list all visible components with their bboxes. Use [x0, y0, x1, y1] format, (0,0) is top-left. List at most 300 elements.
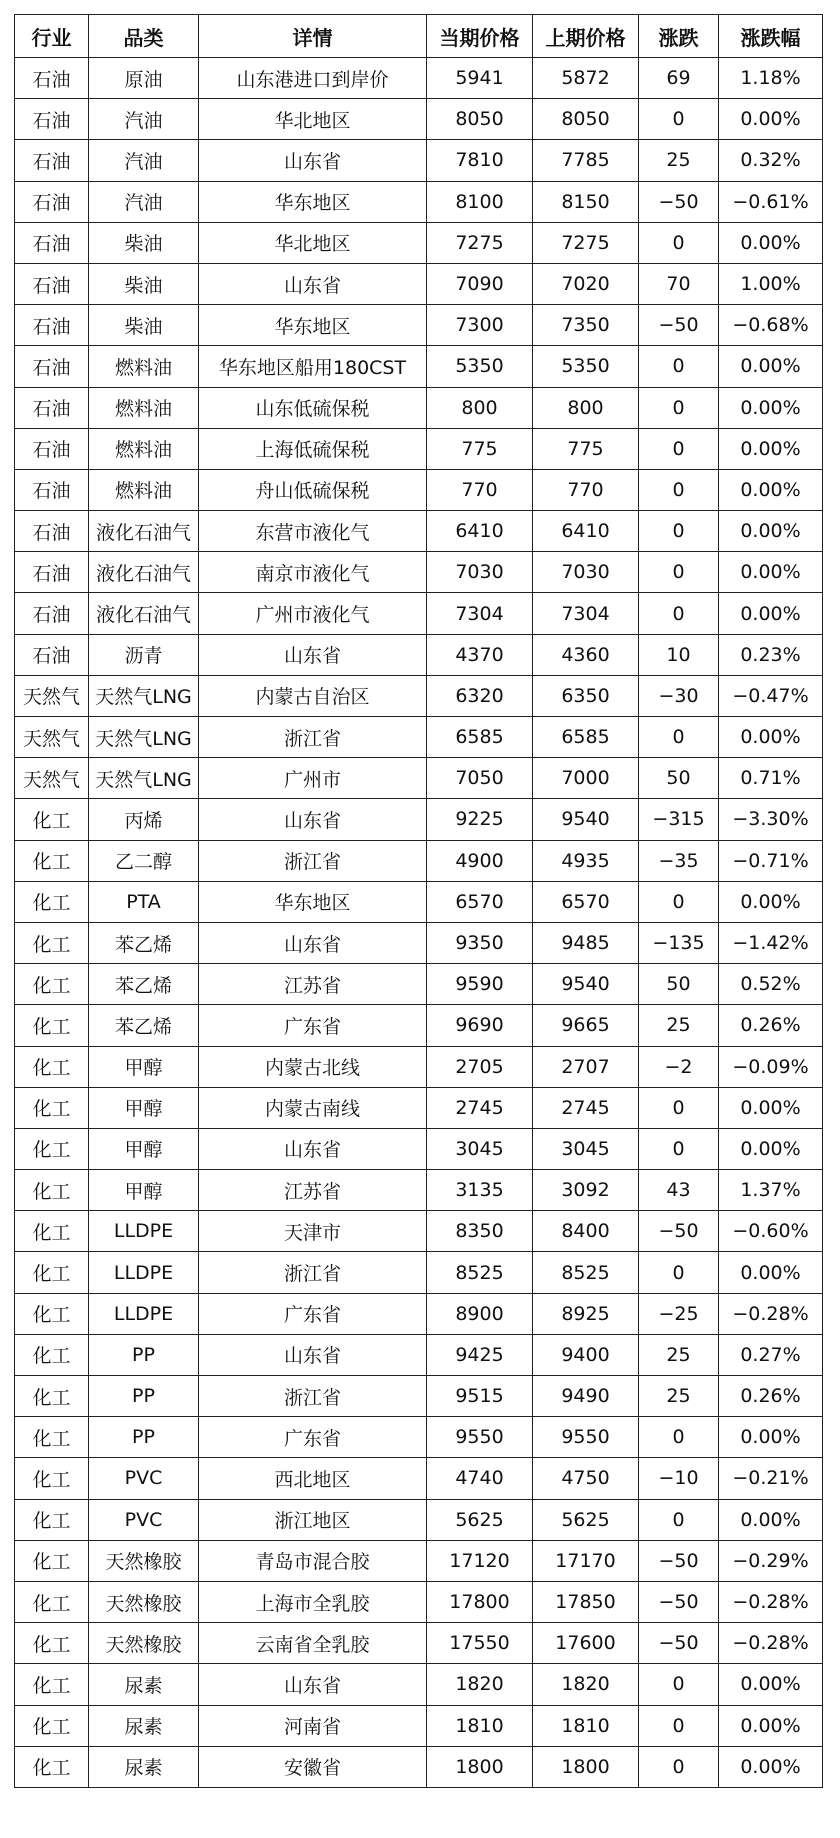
cell-detail: 内蒙古南线	[199, 1087, 427, 1128]
cell-detail: 天津市	[199, 1211, 427, 1252]
table-header	[15, 15, 823, 58]
cell-change: −135	[639, 922, 719, 963]
cell-detail: 浙江省	[199, 840, 427, 881]
price-table-container	[14, 14, 822, 1788]
cell-previous-price: 7350	[533, 305, 639, 346]
cell-change: 0	[639, 552, 719, 593]
cell-current-price: 9225	[427, 799, 533, 840]
cell-category: 燃料油	[89, 469, 199, 510]
table-row	[15, 346, 823, 387]
cell-change: 0	[639, 1252, 719, 1293]
cell-change-pct: 0.52%	[719, 964, 823, 1005]
table-row	[15, 1705, 823, 1746]
cell-category: PVC	[89, 1458, 199, 1499]
cell-industry: 化工	[15, 1705, 89, 1746]
cell-current-price: 1800	[427, 1746, 533, 1787]
cell-industry: 石油	[15, 387, 89, 428]
cell-current-price: 1810	[427, 1705, 533, 1746]
cell-previous-price: 1800	[533, 1746, 639, 1787]
table-body	[15, 58, 823, 1788]
table-row	[15, 1540, 823, 1581]
cell-previous-price: 5350	[533, 346, 639, 387]
cell-category: 柴油	[89, 305, 199, 346]
cell-industry: 化工	[15, 1252, 89, 1293]
cell-current-price: 8900	[427, 1293, 533, 1334]
cell-previous-price: 6350	[533, 675, 639, 716]
cell-change: −50	[639, 181, 719, 222]
cell-change: −25	[639, 1293, 719, 1334]
cell-industry: 石油	[15, 99, 89, 140]
cell-category: 原油	[89, 58, 199, 99]
cell-change-pct: 0.00%	[719, 552, 823, 593]
cell-category: 燃料油	[89, 387, 199, 428]
cell-category: 丙烯	[89, 799, 199, 840]
cell-change: −30	[639, 675, 719, 716]
cell-detail: 山东省	[199, 1334, 427, 1375]
cell-industry: 化工	[15, 1417, 89, 1458]
cell-previous-price: 9550	[533, 1417, 639, 1458]
cell-detail: 浙江地区	[199, 1499, 427, 1540]
cell-change-pct: −0.47%	[719, 675, 823, 716]
cell-change-pct: 0.00%	[719, 1664, 823, 1705]
table-row	[15, 1417, 823, 1458]
cell-detail: 山东省	[199, 799, 427, 840]
cell-category: 沥青	[89, 634, 199, 675]
cell-current-price: 4370	[427, 634, 533, 675]
cell-detail: 山东省	[199, 263, 427, 304]
cell-current-price: 8350	[427, 1211, 533, 1252]
cell-category: 甲醇	[89, 1046, 199, 1087]
cell-detail: 华东地区	[199, 881, 427, 922]
cell-industry: 石油	[15, 634, 89, 675]
cell-change-pct: 0.00%	[719, 1087, 823, 1128]
cell-current-price: 6585	[427, 717, 533, 758]
table-row	[15, 1376, 823, 1417]
cell-detail: 云南省全乳胶	[199, 1623, 427, 1664]
cell-category: 尿素	[89, 1746, 199, 1787]
cell-change: 43	[639, 1170, 719, 1211]
table-row	[15, 717, 823, 758]
cell-current-price: 770	[427, 469, 533, 510]
cell-category: 天然橡胶	[89, 1581, 199, 1622]
cell-change-pct: −0.29%	[719, 1540, 823, 1581]
cell-industry: 化工	[15, 1581, 89, 1622]
cell-category: 柴油	[89, 263, 199, 304]
cell-current-price: 9550	[427, 1417, 533, 1458]
cell-detail: 山东省	[199, 140, 427, 181]
cell-change: 0	[639, 593, 719, 634]
cell-previous-price: 9490	[533, 1376, 639, 1417]
cell-change: 69	[639, 58, 719, 99]
cell-previous-price: 8925	[533, 1293, 639, 1334]
cell-detail: 舟山低硫保税	[199, 469, 427, 510]
cell-previous-price: 775	[533, 428, 639, 469]
cell-change: 70	[639, 263, 719, 304]
cell-industry: 化工	[15, 1623, 89, 1664]
cell-category: LLDPE	[89, 1211, 199, 1252]
cell-change-pct: 0.00%	[719, 387, 823, 428]
header-industry: 行业	[15, 15, 89, 58]
cell-change: 25	[639, 140, 719, 181]
cell-change-pct: −0.71%	[719, 840, 823, 881]
table-row	[15, 1458, 823, 1499]
table-row	[15, 1170, 823, 1211]
price-table	[14, 14, 823, 1788]
table-row	[15, 840, 823, 881]
cell-previous-price: 6570	[533, 881, 639, 922]
cell-category: PP	[89, 1417, 199, 1458]
cell-previous-price: 7020	[533, 263, 639, 304]
cell-detail: 山东省	[199, 1128, 427, 1169]
cell-current-price: 5941	[427, 58, 533, 99]
cell-change: −50	[639, 1623, 719, 1664]
cell-change-pct: 0.00%	[719, 469, 823, 510]
cell-category: LLDPE	[89, 1252, 199, 1293]
cell-change: 0	[639, 1087, 719, 1128]
cell-change: 25	[639, 1334, 719, 1375]
cell-industry: 石油	[15, 552, 89, 593]
table-row	[15, 387, 823, 428]
cell-industry: 化工	[15, 1128, 89, 1169]
cell-industry: 化工	[15, 1664, 89, 1705]
cell-previous-price: 8150	[533, 181, 639, 222]
header-detail: 详情	[199, 15, 427, 58]
cell-category: 液化石油气	[89, 511, 199, 552]
cell-current-price: 7304	[427, 593, 533, 634]
cell-change: 0	[639, 346, 719, 387]
cell-industry: 化工	[15, 1293, 89, 1334]
cell-previous-price: 5625	[533, 1499, 639, 1540]
cell-industry: 化工	[15, 1046, 89, 1087]
cell-change-pct: 0.00%	[719, 881, 823, 922]
table-row	[15, 1664, 823, 1705]
cell-industry: 天然气	[15, 675, 89, 716]
cell-previous-price: 6585	[533, 717, 639, 758]
cell-category: 液化石油气	[89, 593, 199, 634]
table-row	[15, 593, 823, 634]
table-row	[15, 634, 823, 675]
cell-change-pct: 0.00%	[719, 717, 823, 758]
cell-change-pct: 0.26%	[719, 1376, 823, 1417]
cell-detail: 华东地区	[199, 305, 427, 346]
cell-previous-price: 5872	[533, 58, 639, 99]
cell-previous-price: 4935	[533, 840, 639, 881]
cell-category: 燃料油	[89, 346, 199, 387]
cell-current-price: 9690	[427, 1005, 533, 1046]
cell-detail: 广州市	[199, 758, 427, 799]
cell-detail: 山东省	[199, 1664, 427, 1705]
cell-change: 0	[639, 1705, 719, 1746]
cell-previous-price: 7030	[533, 552, 639, 593]
cell-industry: 石油	[15, 346, 89, 387]
table-row	[15, 1499, 823, 1540]
cell-change-pct: 0.00%	[719, 593, 823, 634]
cell-change: −50	[639, 1211, 719, 1252]
cell-detail: 广东省	[199, 1293, 427, 1334]
cell-change: 25	[639, 1376, 719, 1417]
cell-change: 0	[639, 881, 719, 922]
cell-industry: 化工	[15, 1458, 89, 1499]
cell-industry: 天然气	[15, 717, 89, 758]
cell-previous-price: 7304	[533, 593, 639, 634]
cell-current-price: 17550	[427, 1623, 533, 1664]
cell-current-price: 7050	[427, 758, 533, 799]
cell-previous-price: 8400	[533, 1211, 639, 1252]
cell-change-pct: 1.18%	[719, 58, 823, 99]
cell-industry: 化工	[15, 1746, 89, 1787]
cell-change: −50	[639, 1540, 719, 1581]
cell-change-pct: 0.00%	[719, 428, 823, 469]
cell-detail: 上海低硫保税	[199, 428, 427, 469]
table-row	[15, 58, 823, 99]
cell-current-price: 8525	[427, 1252, 533, 1293]
cell-industry: 化工	[15, 1087, 89, 1128]
cell-change: 0	[639, 1746, 719, 1787]
cell-change-pct: 0.00%	[719, 222, 823, 263]
cell-category: 天然气LNG	[89, 717, 199, 758]
table-row	[15, 1087, 823, 1128]
cell-detail: 内蒙古北线	[199, 1046, 427, 1087]
table-row	[15, 428, 823, 469]
cell-previous-price: 17600	[533, 1623, 639, 1664]
cell-current-price: 17120	[427, 1540, 533, 1581]
cell-previous-price: 3045	[533, 1128, 639, 1169]
cell-current-price: 7275	[427, 222, 533, 263]
cell-detail: 华北地区	[199, 222, 427, 263]
cell-current-price: 5625	[427, 1499, 533, 1540]
cell-detail: 山东低硫保税	[199, 387, 427, 428]
cell-change: −50	[639, 1581, 719, 1622]
table-row	[15, 552, 823, 593]
cell-change: 0	[639, 717, 719, 758]
cell-current-price: 9350	[427, 922, 533, 963]
cell-detail: 华东地区	[199, 181, 427, 222]
cell-category: 天然气LNG	[89, 758, 199, 799]
table-row	[15, 1046, 823, 1087]
cell-detail: 河南省	[199, 1705, 427, 1746]
cell-detail: 西北地区	[199, 1458, 427, 1499]
cell-detail: 华北地区	[199, 99, 427, 140]
cell-change: −50	[639, 305, 719, 346]
table-row	[15, 922, 823, 963]
table-row	[15, 675, 823, 716]
cell-change-pct: 1.00%	[719, 263, 823, 304]
cell-change: 50	[639, 964, 719, 1005]
cell-previous-price: 7275	[533, 222, 639, 263]
cell-change-pct: 0.00%	[719, 1705, 823, 1746]
cell-previous-price: 1810	[533, 1705, 639, 1746]
cell-detail: 华东地区船用180CST	[199, 346, 427, 387]
cell-industry: 化工	[15, 1211, 89, 1252]
cell-change-pct: 0.26%	[719, 1005, 823, 1046]
cell-previous-price: 9485	[533, 922, 639, 963]
cell-change-pct: −0.21%	[719, 1458, 823, 1499]
header-row	[15, 15, 823, 58]
cell-change-pct: 0.71%	[719, 758, 823, 799]
cell-industry: 化工	[15, 881, 89, 922]
table-row	[15, 1005, 823, 1046]
cell-change-pct: 0.00%	[719, 1417, 823, 1458]
cell-industry: 化工	[15, 1170, 89, 1211]
cell-detail: 浙江省	[199, 1376, 427, 1417]
cell-industry: 石油	[15, 58, 89, 99]
cell-industry: 化工	[15, 1005, 89, 1046]
cell-change-pct: 0.00%	[719, 1746, 823, 1787]
cell-change-pct: 0.00%	[719, 1128, 823, 1169]
table-row	[15, 1334, 823, 1375]
cell-category: 天然气LNG	[89, 675, 199, 716]
header-previous-price: 上期价格	[533, 15, 639, 58]
cell-detail: 浙江省	[199, 1252, 427, 1293]
cell-category: 汽油	[89, 140, 199, 181]
cell-change-pct: 0.00%	[719, 1252, 823, 1293]
cell-industry: 化工	[15, 964, 89, 1005]
cell-previous-price: 7000	[533, 758, 639, 799]
cell-change-pct: 1.37%	[719, 1170, 823, 1211]
cell-detail: 江苏省	[199, 964, 427, 1005]
cell-detail: 山东省	[199, 634, 427, 675]
cell-change: 0	[639, 222, 719, 263]
cell-industry: 化工	[15, 840, 89, 881]
cell-current-price: 800	[427, 387, 533, 428]
cell-change: −35	[639, 840, 719, 881]
cell-industry: 化工	[15, 799, 89, 840]
cell-previous-price: 9540	[533, 799, 639, 840]
cell-detail: 广东省	[199, 1005, 427, 1046]
cell-current-price: 8100	[427, 181, 533, 222]
cell-change-pct: −0.60%	[719, 1211, 823, 1252]
cell-industry: 石油	[15, 469, 89, 510]
cell-current-price: 7030	[427, 552, 533, 593]
cell-detail: 广州市液化气	[199, 593, 427, 634]
cell-change-pct: 0.00%	[719, 99, 823, 140]
table-row	[15, 799, 823, 840]
cell-change: 0	[639, 1664, 719, 1705]
cell-previous-price: 4360	[533, 634, 639, 675]
header-change: 涨跌	[639, 15, 719, 58]
cell-current-price: 6570	[427, 881, 533, 922]
table-row	[15, 181, 823, 222]
cell-change-pct: −0.09%	[719, 1046, 823, 1087]
cell-industry: 石油	[15, 263, 89, 304]
cell-change: −315	[639, 799, 719, 840]
cell-change-pct: 0.00%	[719, 511, 823, 552]
cell-current-price: 4740	[427, 1458, 533, 1499]
cell-current-price: 9425	[427, 1334, 533, 1375]
cell-industry: 石油	[15, 593, 89, 634]
cell-change: 50	[639, 758, 719, 799]
cell-change-pct: −0.28%	[719, 1623, 823, 1664]
cell-change: 0	[639, 1128, 719, 1169]
cell-industry: 化工	[15, 1334, 89, 1375]
table-row	[15, 881, 823, 922]
cell-current-price: 7300	[427, 305, 533, 346]
cell-category: 液化石油气	[89, 552, 199, 593]
cell-change: 0	[639, 469, 719, 510]
cell-detail: 东营市液化气	[199, 511, 427, 552]
table-row	[15, 1581, 823, 1622]
header-current-price: 当期价格	[427, 15, 533, 58]
cell-detail: 山东省	[199, 922, 427, 963]
cell-industry: 天然气	[15, 758, 89, 799]
cell-previous-price: 17850	[533, 1581, 639, 1622]
cell-previous-price: 8525	[533, 1252, 639, 1293]
cell-category: 甲醇	[89, 1170, 199, 1211]
cell-change-pct: 0.00%	[719, 1499, 823, 1540]
table-row	[15, 1623, 823, 1664]
cell-industry: 石油	[15, 140, 89, 181]
cell-detail: 江苏省	[199, 1170, 427, 1211]
cell-current-price: 5350	[427, 346, 533, 387]
cell-detail: 安徽省	[199, 1746, 427, 1787]
cell-category: LLDPE	[89, 1293, 199, 1334]
table-row	[15, 1746, 823, 1787]
cell-previous-price: 9665	[533, 1005, 639, 1046]
cell-change: 0	[639, 511, 719, 552]
cell-current-price: 8050	[427, 99, 533, 140]
table-row	[15, 758, 823, 799]
cell-previous-price: 800	[533, 387, 639, 428]
cell-detail: 广东省	[199, 1417, 427, 1458]
cell-previous-price: 4750	[533, 1458, 639, 1499]
cell-detail: 上海市全乳胶	[199, 1581, 427, 1622]
cell-current-price: 7810	[427, 140, 533, 181]
cell-previous-price: 7785	[533, 140, 639, 181]
cell-detail: 青岛市混合胶	[199, 1540, 427, 1581]
cell-current-price: 2745	[427, 1087, 533, 1128]
cell-change: 0	[639, 99, 719, 140]
cell-previous-price: 1820	[533, 1664, 639, 1705]
cell-change-pct: −0.28%	[719, 1581, 823, 1622]
table-row	[15, 222, 823, 263]
cell-category: 天然橡胶	[89, 1540, 199, 1581]
cell-change: 0	[639, 1417, 719, 1458]
cell-previous-price: 3092	[533, 1170, 639, 1211]
cell-change-pct: −0.68%	[719, 305, 823, 346]
cell-previous-price: 2707	[533, 1046, 639, 1087]
cell-category: 尿素	[89, 1664, 199, 1705]
cell-change: 0	[639, 1499, 719, 1540]
cell-previous-price: 770	[533, 469, 639, 510]
cell-previous-price: 8050	[533, 99, 639, 140]
cell-industry: 化工	[15, 922, 89, 963]
cell-change: 0	[639, 428, 719, 469]
table-row	[15, 99, 823, 140]
cell-previous-price: 6410	[533, 511, 639, 552]
cell-category: PP	[89, 1334, 199, 1375]
cell-category: 乙二醇	[89, 840, 199, 881]
table-row	[15, 1252, 823, 1293]
cell-change-pct: −0.28%	[719, 1293, 823, 1334]
cell-category: PP	[89, 1376, 199, 1417]
cell-industry: 化工	[15, 1376, 89, 1417]
cell-category: PTA	[89, 881, 199, 922]
cell-category: 苯乙烯	[89, 1005, 199, 1046]
cell-change: 25	[639, 1005, 719, 1046]
cell-category: PVC	[89, 1499, 199, 1540]
cell-category: 汽油	[89, 99, 199, 140]
table-row	[15, 140, 823, 181]
cell-current-price: 775	[427, 428, 533, 469]
header-change-pct: 涨跌幅	[719, 15, 823, 58]
cell-industry: 石油	[15, 181, 89, 222]
cell-category: 甲醇	[89, 1128, 199, 1169]
cell-detail: 浙江省	[199, 717, 427, 758]
cell-industry: 石油	[15, 428, 89, 469]
cell-detail: 山东港进口到岸价	[199, 58, 427, 99]
cell-current-price: 2705	[427, 1046, 533, 1087]
cell-change: −2	[639, 1046, 719, 1087]
